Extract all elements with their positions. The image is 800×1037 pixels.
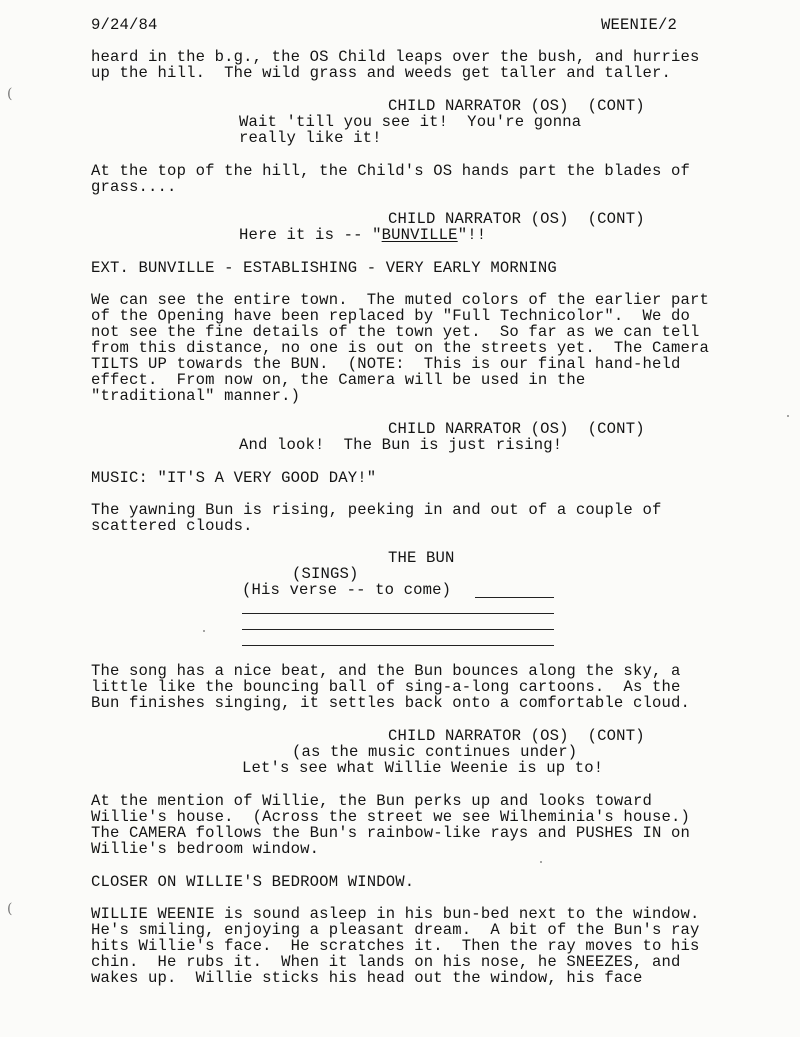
character-cue: CHILD NARRATOR (OS) (CONT) <box>388 97 645 115</box>
action-line: The song has a nice beat, and the Bun bounces along the sky, a <box>91 662 681 680</box>
action-line: effect. From now on, the Camera will be used in the <box>91 371 586 389</box>
action-line: of the Opening have been replaced by "Full Technicolor". We do <box>91 307 690 325</box>
scene-heading: CLOSER ON WILLIE'S BEDROOM WINDOW. <box>91 873 415 891</box>
character-cue: CHILD NARRATOR (OS) (CONT) <box>388 210 645 228</box>
action-line: little like the bouncing ball of sing-a-long cartoons. As the <box>91 678 681 696</box>
paper-speck <box>787 415 789 417</box>
parenthetical: (as the music continues under) <box>292 743 578 761</box>
action-line: At the mention of Willie, the Bun perks up and looks toward <box>91 792 652 810</box>
dialogue-line: Let's see what Willie Weenie is up to! <box>242 759 604 777</box>
action-line: He's smiling, enjoying a pleasant dream. A bit of the Bun's ray <box>91 921 700 939</box>
header-date: 9/24/84 <box>91 16 158 34</box>
action-line: from this distance, no one is out on the streets yet. The Camera <box>91 339 710 357</box>
action-line: TILTS UP towards the BUN. (NOTE: This is our final hand-held <box>91 355 681 373</box>
dialogue-text: "!! <box>457 226 487 244</box>
action-line: hits Willie's face. He scratches it. Then the ray moves to his <box>91 937 700 955</box>
action-line: "traditional" manner.) <box>91 387 301 405</box>
dialogue-line: Wait 'till you see it! You're gonna <box>239 113 582 131</box>
verse-blank-line <box>242 629 554 630</box>
action-line: WILLIE WEENIE is sound asleep in his bun-bed next to the window. <box>91 905 700 923</box>
action-line: not see the fine details of the town yet. So far as we can tell <box>91 323 700 341</box>
character-cue: CHILD NARRATOR (OS) (CONT) <box>388 420 645 438</box>
binder-hole-mark: ( <box>7 901 13 917</box>
dialogue-line: And look! The Bun is just rising! <box>239 436 563 454</box>
bunville-underlined: BUNVILLE <box>381 226 458 244</box>
music-cue: MUSIC: "IT'S A VERY GOOD DAY!" <box>91 469 377 487</box>
action-line: Willie's house. (Across the street we see Wilheminia's house.) <box>91 808 690 826</box>
action-line: chin. He rubs it. When it lands on his nose, he SNEEZES, and <box>91 953 681 971</box>
character-cue: THE BUN <box>388 549 455 567</box>
scene-heading: EXT. BUNVILLE - ESTABLISHING - VERY EARLY MORNING <box>91 259 557 277</box>
action-line: The CAMERA follows the Bun's rainbow-like rays and PUSHES IN on <box>91 824 690 842</box>
action-line: The yawning Bun is rising, peeking in and out of a couple of <box>91 501 662 519</box>
action-line: wakes up. Willie sticks his head out the window, his face <box>91 969 643 987</box>
verse-blank-line <box>242 645 554 646</box>
action-line: grass.... <box>91 178 177 196</box>
character-cue: CHILD NARRATOR (OS) (CONT) <box>388 727 645 745</box>
dialogue-line: really like it! <box>239 129 382 147</box>
header-page-label: WEENIE/2 <box>601 16 678 34</box>
action-line: We can see the entire town. The muted colors of the earlier part <box>91 291 710 309</box>
action-line: Willie's bedroom window. <box>91 840 320 858</box>
verse-blank-line <box>242 613 554 614</box>
action-line: heard in the b.g., the OS Child leaps over the bush, and hurries <box>91 48 700 66</box>
action-line: Bun finishes singing, it settles back onto a comfortable cloud. <box>91 694 690 712</box>
verse-placeholder: (His verse -- to come) <box>242 581 452 599</box>
action-line: At the top of the hill, the Child's OS hands part the blades of <box>91 162 690 180</box>
paper-speck <box>203 630 205 632</box>
parenthetical: (SINGS) <box>292 565 359 583</box>
action-line: scattered clouds. <box>91 517 253 535</box>
verse-blank-line <box>475 597 554 598</box>
paper-speck <box>540 861 542 863</box>
action-line: up the hill. The wild grass and weeds get taller and taller. <box>91 64 671 82</box>
dialogue-line <box>239 227 486 243</box>
binder-hole-mark: ( <box>7 86 13 102</box>
dialogue-text: Here it is -- " <box>239 226 382 244</box>
